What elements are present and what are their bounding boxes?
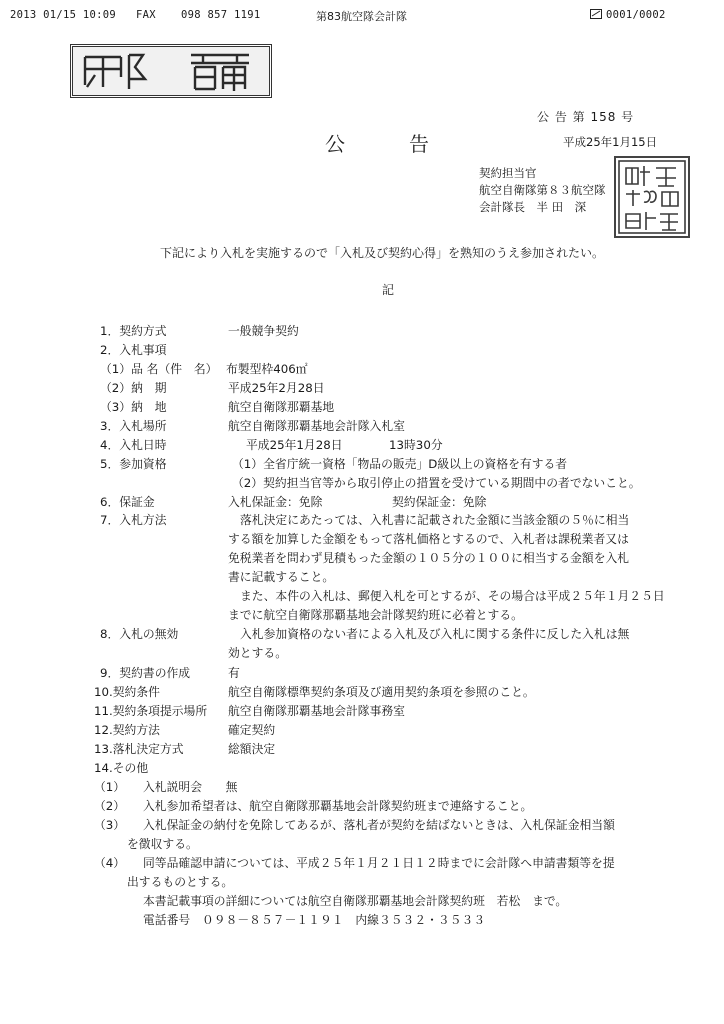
item-2-3-value: 航空自衛隊那覇基地 [228,400,335,414]
ki-heading: 記 [382,283,395,297]
item-7-line-1: 落札決定にあたっては、入札書に記載された金額に当該金額の５％に相当 [240,513,630,527]
fax-datetime: 2013 01/15 10:09 [10,9,116,21]
fax-label: FAX [136,9,156,21]
item-6-label: 6．保証金 [100,495,155,509]
item-1-label: 1．契約方式 [100,324,167,338]
item-3-label: 3．入札場所 [100,419,167,433]
notice-date: 平成25年1月15日 [563,135,658,149]
item-7-line-6: までに航空自衛隊那覇基地会計隊契約班に必着とする。 [228,608,523,622]
signatory-name: 会計隊長 半 田 深 [479,200,587,214]
contact-info: 本書記載事項の詳細については航空自衛隊那覇基地会計隊契約班 若松 まで。 [143,894,568,908]
fax-number: 098 857 1191 [181,9,261,21]
item-13-value: 総額決定 [228,742,276,756]
item-2-1-value: 布製型枠406㎡ [226,362,308,376]
item-11-value: 航空自衛隊那覇基地会計隊事務室 [228,704,405,718]
item-9-value: 有 [228,666,240,680]
item-8-label: 8．入札の無効 [100,627,179,641]
item-7-line-3: 免税業者を問わず見積もった金額の１０５分の１００に相当する金額を入札 [228,551,630,565]
item-11-label: 11.契約条項提示場所 [94,704,208,718]
item-14-4-text-1: 同等品確認申請については、平成２５年１月２１日１２時までに会計隊へ申請書類等を提 [143,856,615,870]
item-14-2-num: （2） [94,799,126,813]
item-6-value-1: 入札保証金：免除 [228,495,323,509]
item-8-line-2: 効とする。 [228,646,287,660]
official-seal [614,156,690,238]
item-14-2-text: 入札参加希望者は、航空自衛隊那覇基地会計隊契約班まで連絡すること。 [143,799,533,813]
item-5-line-2: （2）契約担当官等から取引停止の措置を受けている期間中の者でないこと。 [232,476,641,490]
notice-number: 公 告 第 158 号 [537,110,635,124]
item-14-3-num: （3） [94,818,126,832]
item-12-value: 確定契約 [228,723,276,737]
item-10-value: 航空自衛隊標準契約条項及び適用契約条項を参照のこと。 [228,685,535,699]
item-14-4-text-2: 出するものとする。 [127,875,234,889]
item-13-label: 13.落札決定方式 [94,742,184,756]
item-7-line-4: 書に記載すること。 [228,570,335,584]
item-12-label: 12.契約方法 [94,723,160,737]
item-14-1-text: 入札説明会 無 [143,780,238,794]
fax-page-icon [590,9,603,23]
fax-page: 0001/0002 [606,9,666,21]
signatory-title: 契約担当官 [479,166,537,180]
item-14-4-num: （4） [94,856,126,870]
item-9-label: 9．契約書の作成 [100,666,191,680]
item-4-value: 平成25年1月28日 [246,438,343,452]
item-10-label: 10.契約条件 [94,685,160,699]
item-2-1-label: （1）品 名（件 名） [100,362,218,376]
item-14-3-text-2: を徴収する。 [127,837,198,851]
item-7-line-5: また、本件の入札は、郵便入札を可とするが、その場合は平成２５年１月２５日 [240,589,665,603]
fax-sender: 第83航空隊会計隊 [316,10,407,23]
item-14-3-text-1: 入札保証金の納付を免除してあるが、落札者が契約を結ばないときは、入札保証金相当額 [143,818,615,832]
item-6-value-2: 契約保証金：免除 [392,495,487,509]
item-14-1-num: （1） [94,780,126,794]
intro-text: 下記により入札を実施するので「入札及び契約心得」を熟知のうえ参加されたい。 [160,246,605,260]
item-2-label: 2．入札事項 [100,343,167,357]
phone-number: 電話番号 ０９８－８５７－１１９１ 内線３５３２・３５３３ [143,913,486,927]
item-7-label: 7．入札方法 [100,513,167,527]
item-4-time: 13時30分 [389,438,443,452]
item-8-line-1: 入札参加資格のない者による入札及び入札に関する条件に反した入札は無 [240,627,630,641]
item-3-value: 航空自衛隊那覇基地会計隊入札室 [228,419,405,433]
naha-stamp [70,44,272,98]
signatory-org: 航空自衛隊第８３航空隊 [479,183,606,197]
item-2-3-label: （3）納 地 [100,400,167,414]
item-14-label: 14.その他 [94,761,149,775]
item-5-line-1: （1）全省庁統一資格「物品の販売」D級以上の資格を有する者 [232,457,568,471]
item-2-2-value: 平成25年2月28日 [228,381,325,395]
item-2-2-label: （2）納 期 [100,381,167,395]
item-5-label: 5．参加資格 [100,457,167,471]
page-title: 公告 [325,132,493,156]
item-7-line-2: する額を加算した金額をもって落札価格とするので、入札者は課税業者又は [228,532,629,546]
item-1-value: 一般競争契約 [228,324,299,338]
item-4-label: 4．入札日時 [100,438,167,452]
